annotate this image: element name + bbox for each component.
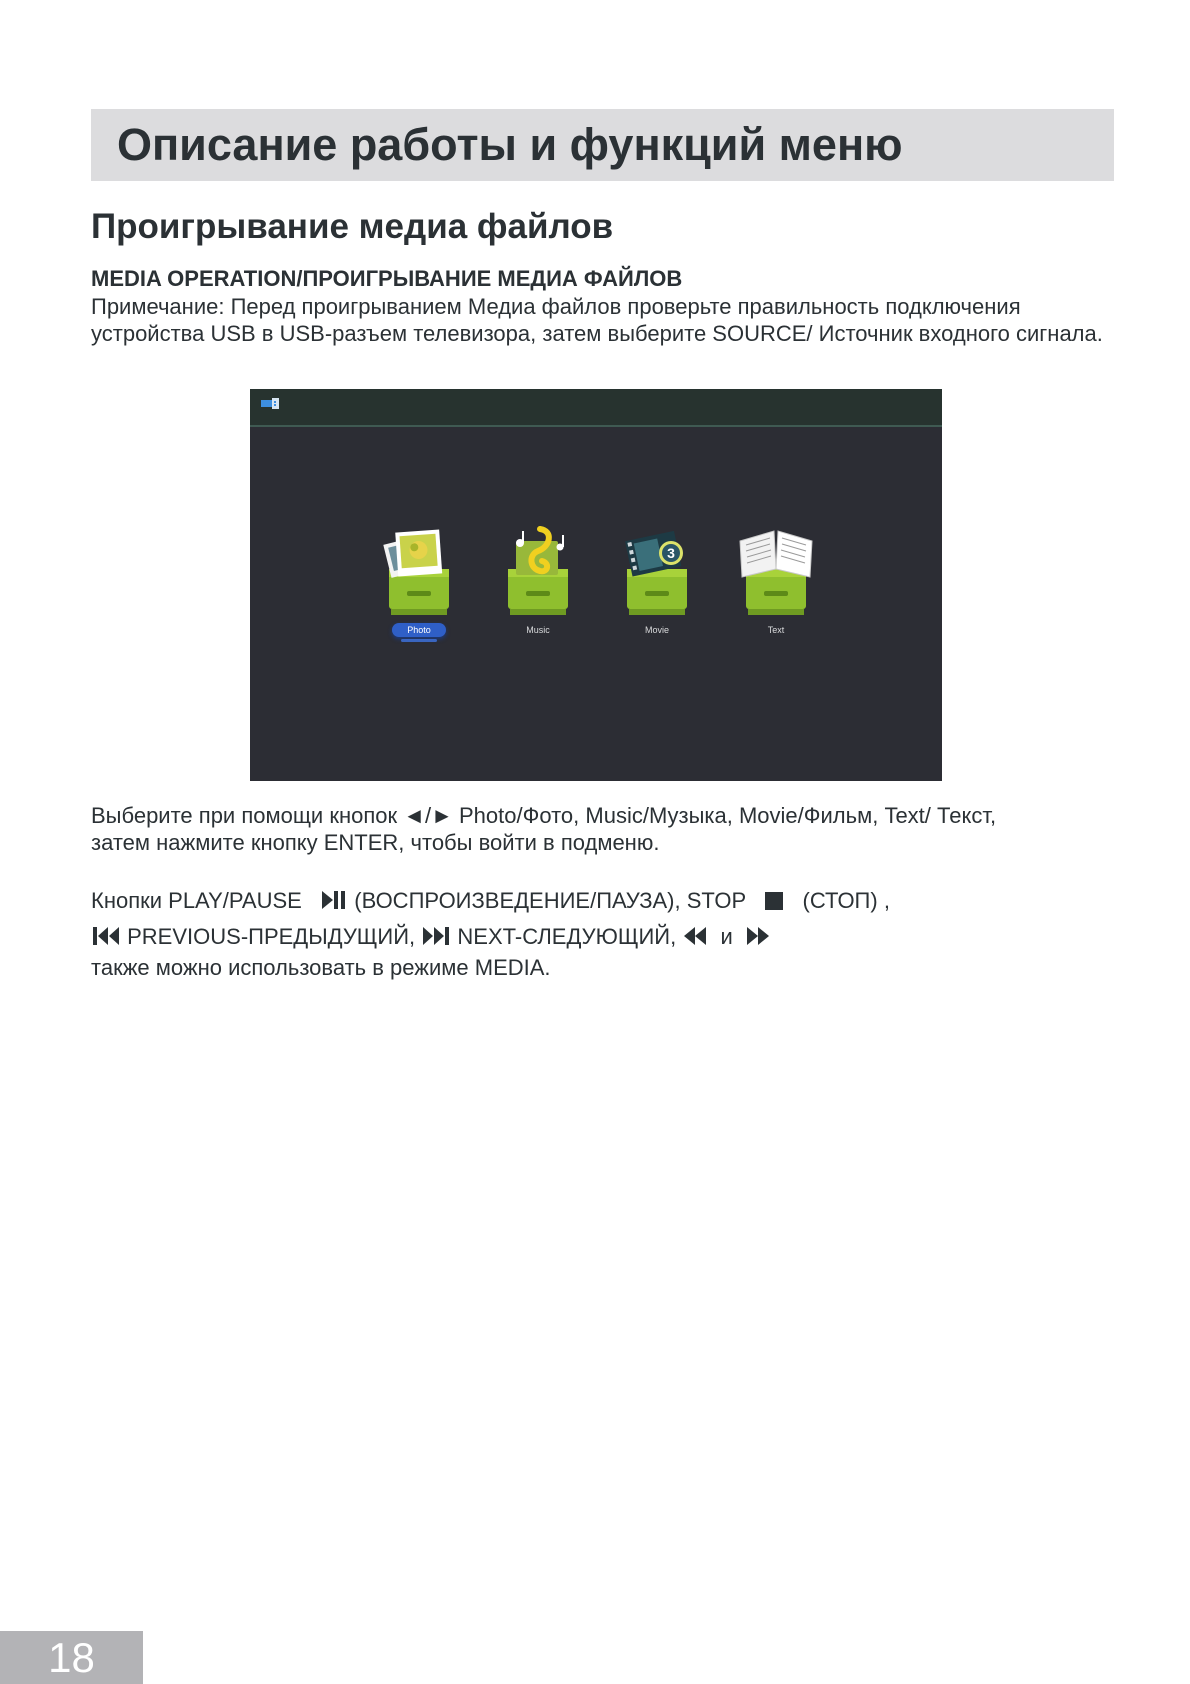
media-item-movie[interactable] xyxy=(607,517,707,647)
selection-indicator xyxy=(401,639,437,642)
media-item-label: Text xyxy=(767,625,785,635)
buttons-line-3: также можно использовать в режиме MEDIA. xyxy=(91,955,551,980)
buttons-text: PREVIOUS-ПРЕДЫДУЩИЙ, xyxy=(127,924,416,949)
buttons-line-2 xyxy=(91,922,771,952)
music-icon xyxy=(488,517,588,622)
media-item-label: Music xyxy=(526,625,550,635)
photo-icon xyxy=(369,517,469,622)
media-item-photo[interactable] xyxy=(369,517,469,647)
section-title: Описание работы и функций меню xyxy=(117,119,903,170)
page-subtitle: Проигрывание медиа файлов xyxy=(91,207,614,246)
tv-media-menu-screenshot xyxy=(250,389,942,781)
media-item-text[interactable] xyxy=(726,517,826,647)
text-icon xyxy=(726,517,826,622)
previous-icon xyxy=(91,925,121,947)
select-instruction-line2: затем нажмите кнопку ENTER, чтобы войти в подменю. xyxy=(91,830,660,855)
svg-text:3: 3 xyxy=(667,545,675,561)
page-number: 18 xyxy=(0,1631,143,1684)
next-icon xyxy=(421,925,451,947)
buttons-text: NEXT-СЛЕДУЮЩИЙ, xyxy=(457,924,677,949)
fast-forward-icon xyxy=(745,925,771,947)
media-item-label: Photo xyxy=(369,623,469,637)
section-banner xyxy=(91,109,1114,181)
usb-icon xyxy=(261,398,279,409)
buttons-line-1 xyxy=(91,886,890,916)
stop-icon xyxy=(764,891,784,911)
buttons-text: (СТОП) , xyxy=(802,888,890,913)
buttons-text: Кнопки PLAY/PAUSE xyxy=(91,888,302,913)
buttons-text: (ВОСПРОИЗВЕДЕНИЕ/ПАУЗА), STOP xyxy=(354,888,746,913)
movie-icon xyxy=(607,517,707,622)
media-item-music[interactable] xyxy=(488,517,588,647)
note-paragraph: Примечание: Перед проигрыванием Медиа файлов проверьте правильность подключения устройства USB в USB-разъем телевизора, затем выберите SOURCE/ Источник входного сигнала. xyxy=(91,294,1103,346)
media-item-label: Movie xyxy=(644,625,669,635)
select-instruction-line1: Выберите при помощи кнопок ◄/► Photo/Фото, Music/Музыка, Movie/Фильм, Text/ Текст, xyxy=(91,803,997,828)
operation-heading: MEDIA OPERATION/ПРОИГРЫВАНИЕ МЕДИА ФАЙЛОВ xyxy=(91,266,683,291)
tv-topbar xyxy=(250,389,942,427)
play-pause-icon xyxy=(320,889,348,911)
buttons-text: и xyxy=(720,924,733,949)
rewind-icon xyxy=(682,925,708,947)
